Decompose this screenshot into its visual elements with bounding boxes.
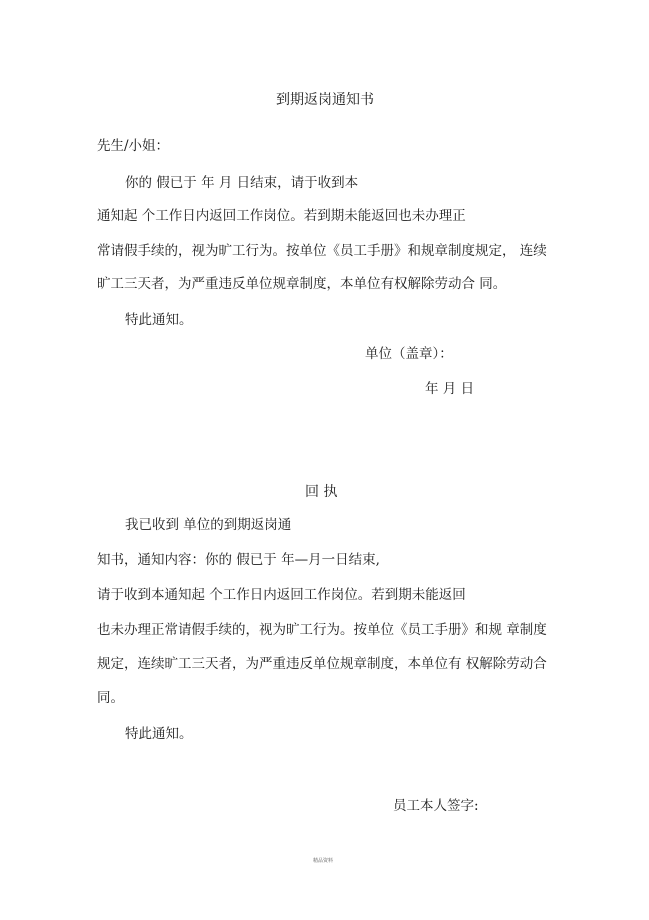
notice-date: 年 月 日 [425,381,475,397]
notice-salutation: 先生/小姐： [97,138,170,154]
receipt-body-line: 我已收到 单位的到期返岗通 [125,517,292,533]
receipt-body-line: 知书，通知内容：你的 假已于 年—月一日结束, [97,552,380,568]
notice-closing: 特此通知。 [125,312,193,328]
receipt-closing: 特此通知。 [125,726,193,742]
receipt-body-line: 也未办理正常请假手续的，视为旷工行为。按单位《员工手册》和规 章制度 [97,622,547,638]
notice-body-line: 你的 假已于 年 月 日结束，请于收到本 [125,175,359,191]
receipt-title: 回 执 [305,484,338,500]
notice-signature-unit: 单位（盖章）： [365,346,453,362]
receipt-body-line: 请于收到本通知起 个工作日内返回工作岗位。若到期未能返回 [97,587,466,603]
notice-body-line: 通知起 个工作日内返回工作岗位。若到期未能返回也未办理正 [97,208,466,224]
receipt-signature: 员工本人签字: [393,798,479,814]
notice-body-line: 常请假手续的，视为旷工行为。按单位《员工手册》和规章制度规定， 连续 [97,243,547,259]
receipt-body-line: 规定，连续旷工三天者，为严重违反单位规章制度，本单位有 权解除劳动合 [97,656,547,672]
notice-body-line: 旷工三天者，为严重违反单位规章制度，本单位有权解除劳动合 同。 [97,276,507,292]
receipt-body-line: 同。 [97,690,124,706]
notice-title: 到期返岗通知书 [276,92,374,108]
page-footer: 精品资料 [313,858,334,864]
